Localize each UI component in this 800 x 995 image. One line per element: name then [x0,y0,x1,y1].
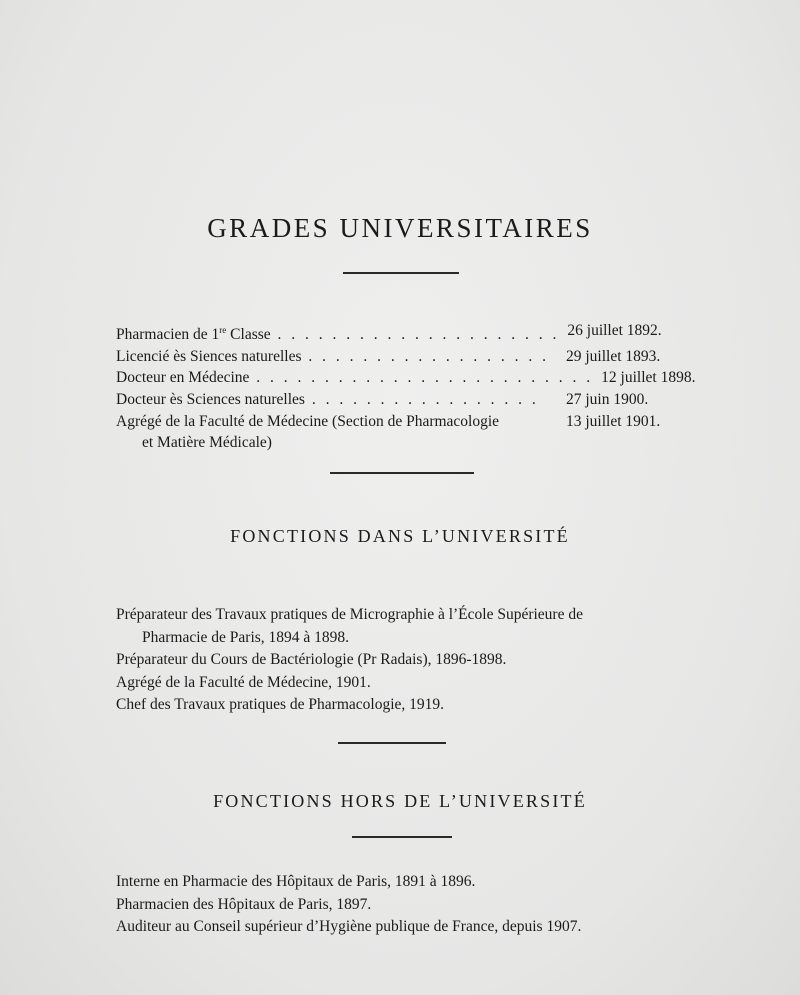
grade-date: 13 juillet 1901. [566,412,661,430]
fonctions-universite-list [116,604,696,717]
grade-label: Docteur ès Sciences naturelles [116,390,305,408]
text-line: Chef des Travaux pratiques de Pharmacologie, 1919. [116,696,445,713]
text-line: Préparateur des Travaux pratiques de Micrographie à l’École Supérieure de [116,606,583,623]
fonctions-hors-list [116,871,696,939]
grade-date: 12 juillet 1898. [601,369,696,387]
grade-date: 26 juillet 1892. [567,322,662,339]
text-line: Pharmacie de Paris, 1894 à 1898. [142,628,350,646]
text-line: Agrégé de la Faculté de Médecine, 1901. [116,673,371,691]
section-title-grades: GRADES UNIVERSITAIRES [207,213,593,243]
leader-dots: . . . . . . . . . . . . . . . . . . . . . . . . . [249,369,594,387]
grade-row [116,320,690,346]
divider [343,272,459,274]
grade-row [116,367,696,389]
grade-label: Docteur en Médecine [116,369,250,387]
grades-list [116,320,696,454]
divider [330,472,474,474]
leader-dots: . . . . . . . . . . . . . . . . . . . . . [270,326,560,344]
text-line: Préparateur du Cours de Bactériologie (Pr Radais), 1896-1898. [116,651,507,668]
grade-date: 27 juin 1900. [566,390,649,408]
grade-label: Pharmacien de 1 [116,326,220,344]
leader-dots: . . . . . . . . . . . . . . . . . . [301,347,549,365]
divider [352,836,452,838]
section-title-fonctions-universite: FONCTIONS DANS L’UNIVERSITÉ [230,526,570,546]
grade-label: Licencié ès Siences naturelles [116,347,302,365]
divider [338,742,446,744]
text-line: Auditeur au Conseil supérieur d’Hygiène publique de France, depuis 1907. [116,918,582,935]
grade-row [116,411,690,433]
text-line: Pharmacien des Hôpitaux de Paris, 1897. [116,895,372,913]
grade-row-continuation [116,432,690,454]
grade-row [116,389,690,411]
grade-label-sup: re [219,325,227,335]
section-title-fonctions-hors: FONCTIONS HORS DE L’UNIVERSITÉ [213,791,587,811]
grade-date: 29 juillet 1893. [566,347,661,365]
text-line: Interne en Pharmacie des Hôpitaux de Paris, 1891 à 1896. [116,873,476,890]
grade-label: Agrégé de la Faculté de Médecine (Section de Pharmacologie [116,412,500,430]
grade-label-continuation: et Matière Médicale) [142,434,272,452]
grade-row [116,346,690,368]
grade-label-tail: Classe [226,326,271,344]
leader-dots: . . . . . . . . . . . . . . . . . [304,390,539,408]
